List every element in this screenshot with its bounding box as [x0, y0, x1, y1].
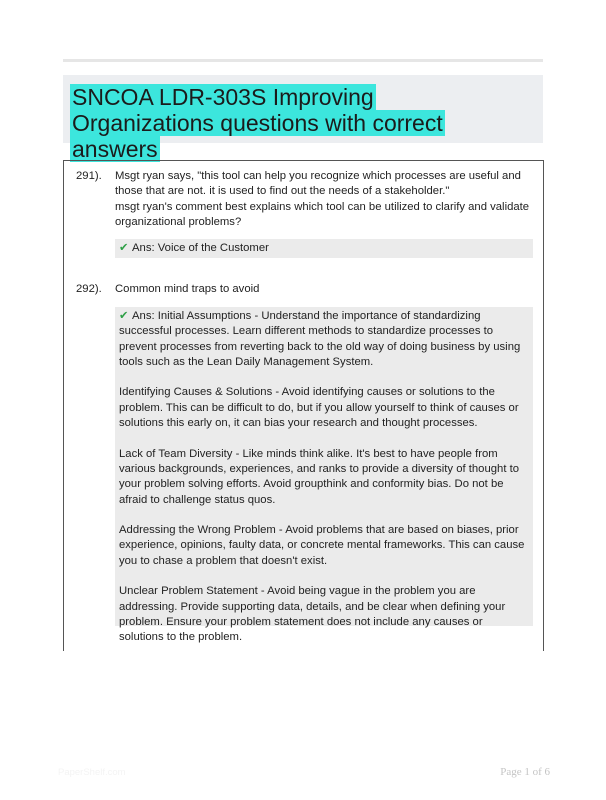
footer-watermark: PaperShelf.com: [58, 767, 126, 778]
question-line: msgt ryan's comment best explains which tool can be utilized to clarify and validate organizational problems?: [115, 200, 530, 228]
answer-paragraph: Unclear Problem Statement - Avoid being vague in the problem you are addressing. Provide supporting data, details, and be clear when defining your problem. Ensure your problem statement does not include any causes or solutions to the problem.: [119, 585, 506, 644]
page-title-text: SNCOA LDR-303S Improving Organizations questions with correct answers: [72, 84, 443, 162]
question-number: 291).: [76, 170, 102, 182]
checkmark-icon: ✔: [119, 310, 129, 322]
question-line: Common mind traps to avoid: [115, 283, 260, 295]
answer-text: Ans: Initial Assumptions - Understand the importance of standardizing successful processes. Learn different methods to standardize processes to prevent processes from reverting back to the old way of doing business by using tools such as the Lean Daily Management System.: [119, 310, 521, 368]
answer-paragraph: Addressing the Wrong Problem - Avoid problems that are based on biases, prior experience, opinions, faulty data, or concrete mental frameworks. This can cause you to chase a problem that doesn't exist.: [119, 524, 525, 567]
answer-paragraph: Identifying Causes & Solutions - Avoid identifying causes or solutions to the problem. This can be difficult to do, but if you allow yourself to think of causes or solutions this early on, it can bias your research and thought processes.: [119, 386, 519, 430]
question-text: [115, 169, 535, 230]
question-number: 292).: [76, 283, 102, 295]
top-divider: [63, 59, 543, 62]
answer-box: [115, 239, 533, 258]
question-text: [115, 282, 535, 297]
checkmark-icon: ✔: [119, 242, 129, 254]
page-title: [70, 84, 490, 162]
page-indicator: Page 1 of 6: [500, 766, 550, 778]
answer-box: [115, 307, 533, 644]
question-line: Msgt ryan says, "this tool can help you recognize which processes are useful and those that are not. it is used to find out the needs of a stakeholder.": [115, 170, 521, 198]
answer-paragraph: Lack of Team Diversity - Like minds think alike. It's best to have people from various backgrounds, experiences, and ranks to provide a diversity of thought to your problem solving efforts. Avoid groupthink and conformity bias. Do not be afraid to challenge status quos.: [119, 447, 520, 506]
answer-text: Ans: Voice of the Customer: [132, 242, 269, 254]
